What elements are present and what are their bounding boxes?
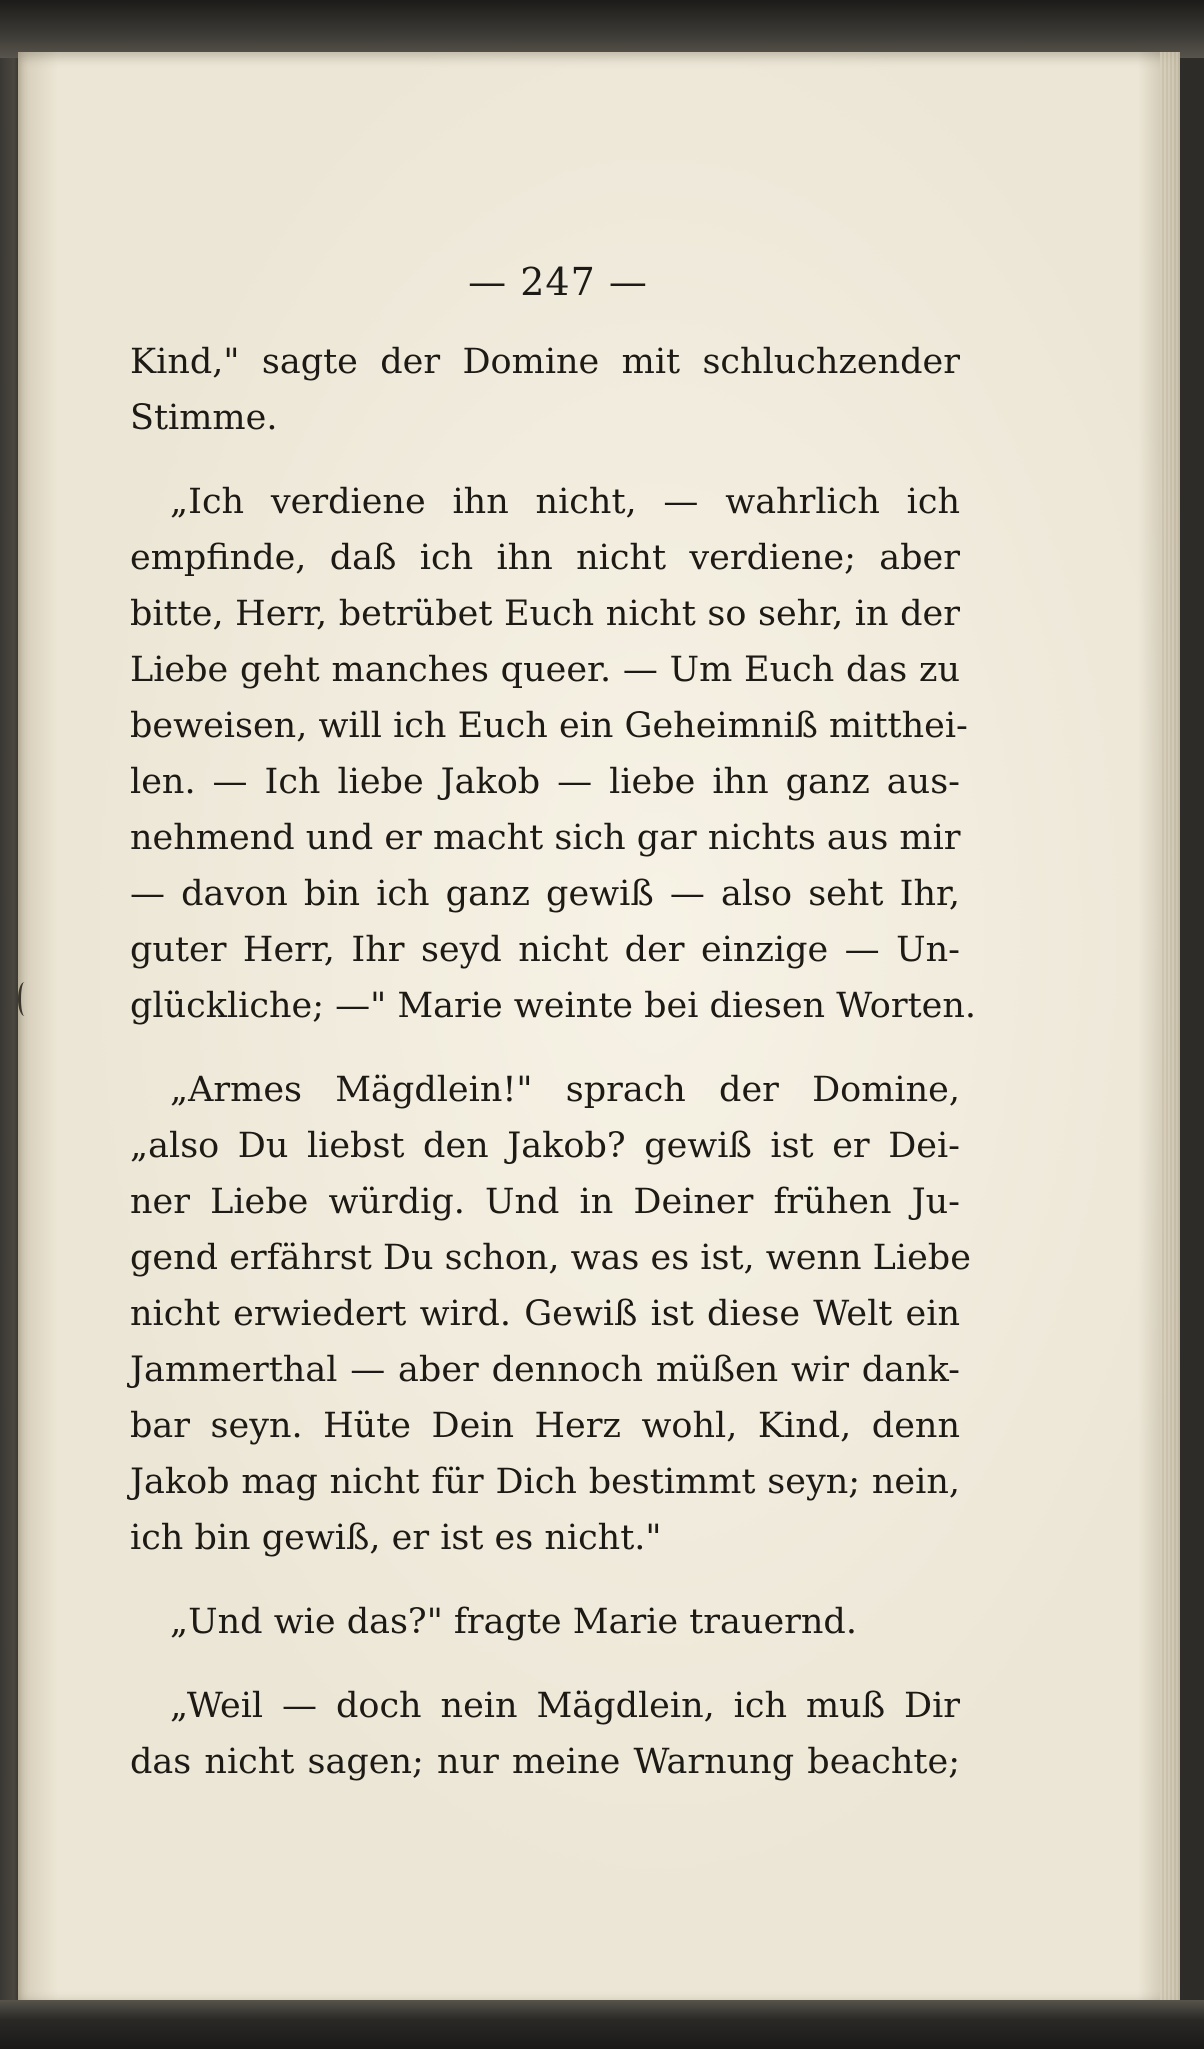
text-line: „Und wie das?" fragte Marie trauernd. — [170, 1602, 857, 1642]
text-line: len. — Ich liebe Jakob — liebe ihn ganz aus- — [130, 762, 960, 802]
text-line: „Ich verdiene ihn nicht, — wahrlich ich — [170, 482, 960, 522]
text-line: das nicht sagen; nur meine Warnung beachte; — [130, 1742, 960, 1782]
text-line: bar seyn. Hüte Dein Herz wohl, Kind, denn — [130, 1406, 960, 1446]
text-line: Liebe geht manches queer. — Um Euch das zu — [130, 650, 960, 690]
text-line: guter Herr, Ihr seyd nicht der einzige — Un- — [130, 930, 960, 970]
text-line: „Weil — doch nein Mägdlein, ich muß Dir — [170, 1686, 960, 1726]
book-page — [18, 52, 1180, 2007]
page-number: — 247 — — [468, 260, 648, 304]
gutter-mark — [18, 982, 31, 1016]
text-line: — davon bin ich ganz gewiß — also seht Ihr, — [130, 874, 960, 914]
body-text — [130, 334, 977, 1790]
page-fore-edge — [1160, 52, 1180, 2007]
text-line: glückliche; —" Marie weinte bei diesen Worten. — [130, 986, 977, 1026]
text-line: nicht erwiedert wird. Gewiß ist diese Welt ein — [130, 1294, 960, 1334]
text-line: bitte, Herr, betrübet Euch nicht so sehr, in der — [130, 594, 960, 634]
text-line: „also Du liebst den Jakob? gewiß ist er Dei- — [130, 1126, 960, 1166]
text-line: Stimme. — [130, 398, 278, 438]
text-line: Kind," sagte der Domine mit schluchzender — [130, 342, 960, 382]
text-line: ich bin gewiß, er ist es nicht." — [130, 1518, 662, 1558]
text-line: Jakob mag nicht für Dich bestimmt seyn; nein, — [130, 1462, 960, 1502]
book-top-edge — [0, 0, 1204, 58]
text-line: gend erfährst Du schon, was es ist, wenn Liebe — [130, 1238, 971, 1278]
text-line: „Armes Mägdlein!" sprach der Domine, — [170, 1070, 960, 1110]
text-line: empfinde, daß ich ihn nicht verdiene; aber — [130, 538, 960, 578]
text-line: nehmend und er macht sich gar nichts aus mir — [130, 818, 961, 858]
book-bottom-edge — [0, 2000, 1204, 2049]
text-line: Jammerthal — aber dennoch müßen wir dank- — [130, 1350, 960, 1390]
text-line: ner Liebe würdig. Und in Deiner frühen Ju- — [130, 1182, 960, 1222]
text-line: beweisen, will ich Euch ein Geheimniß mitthei- — [130, 706, 968, 746]
